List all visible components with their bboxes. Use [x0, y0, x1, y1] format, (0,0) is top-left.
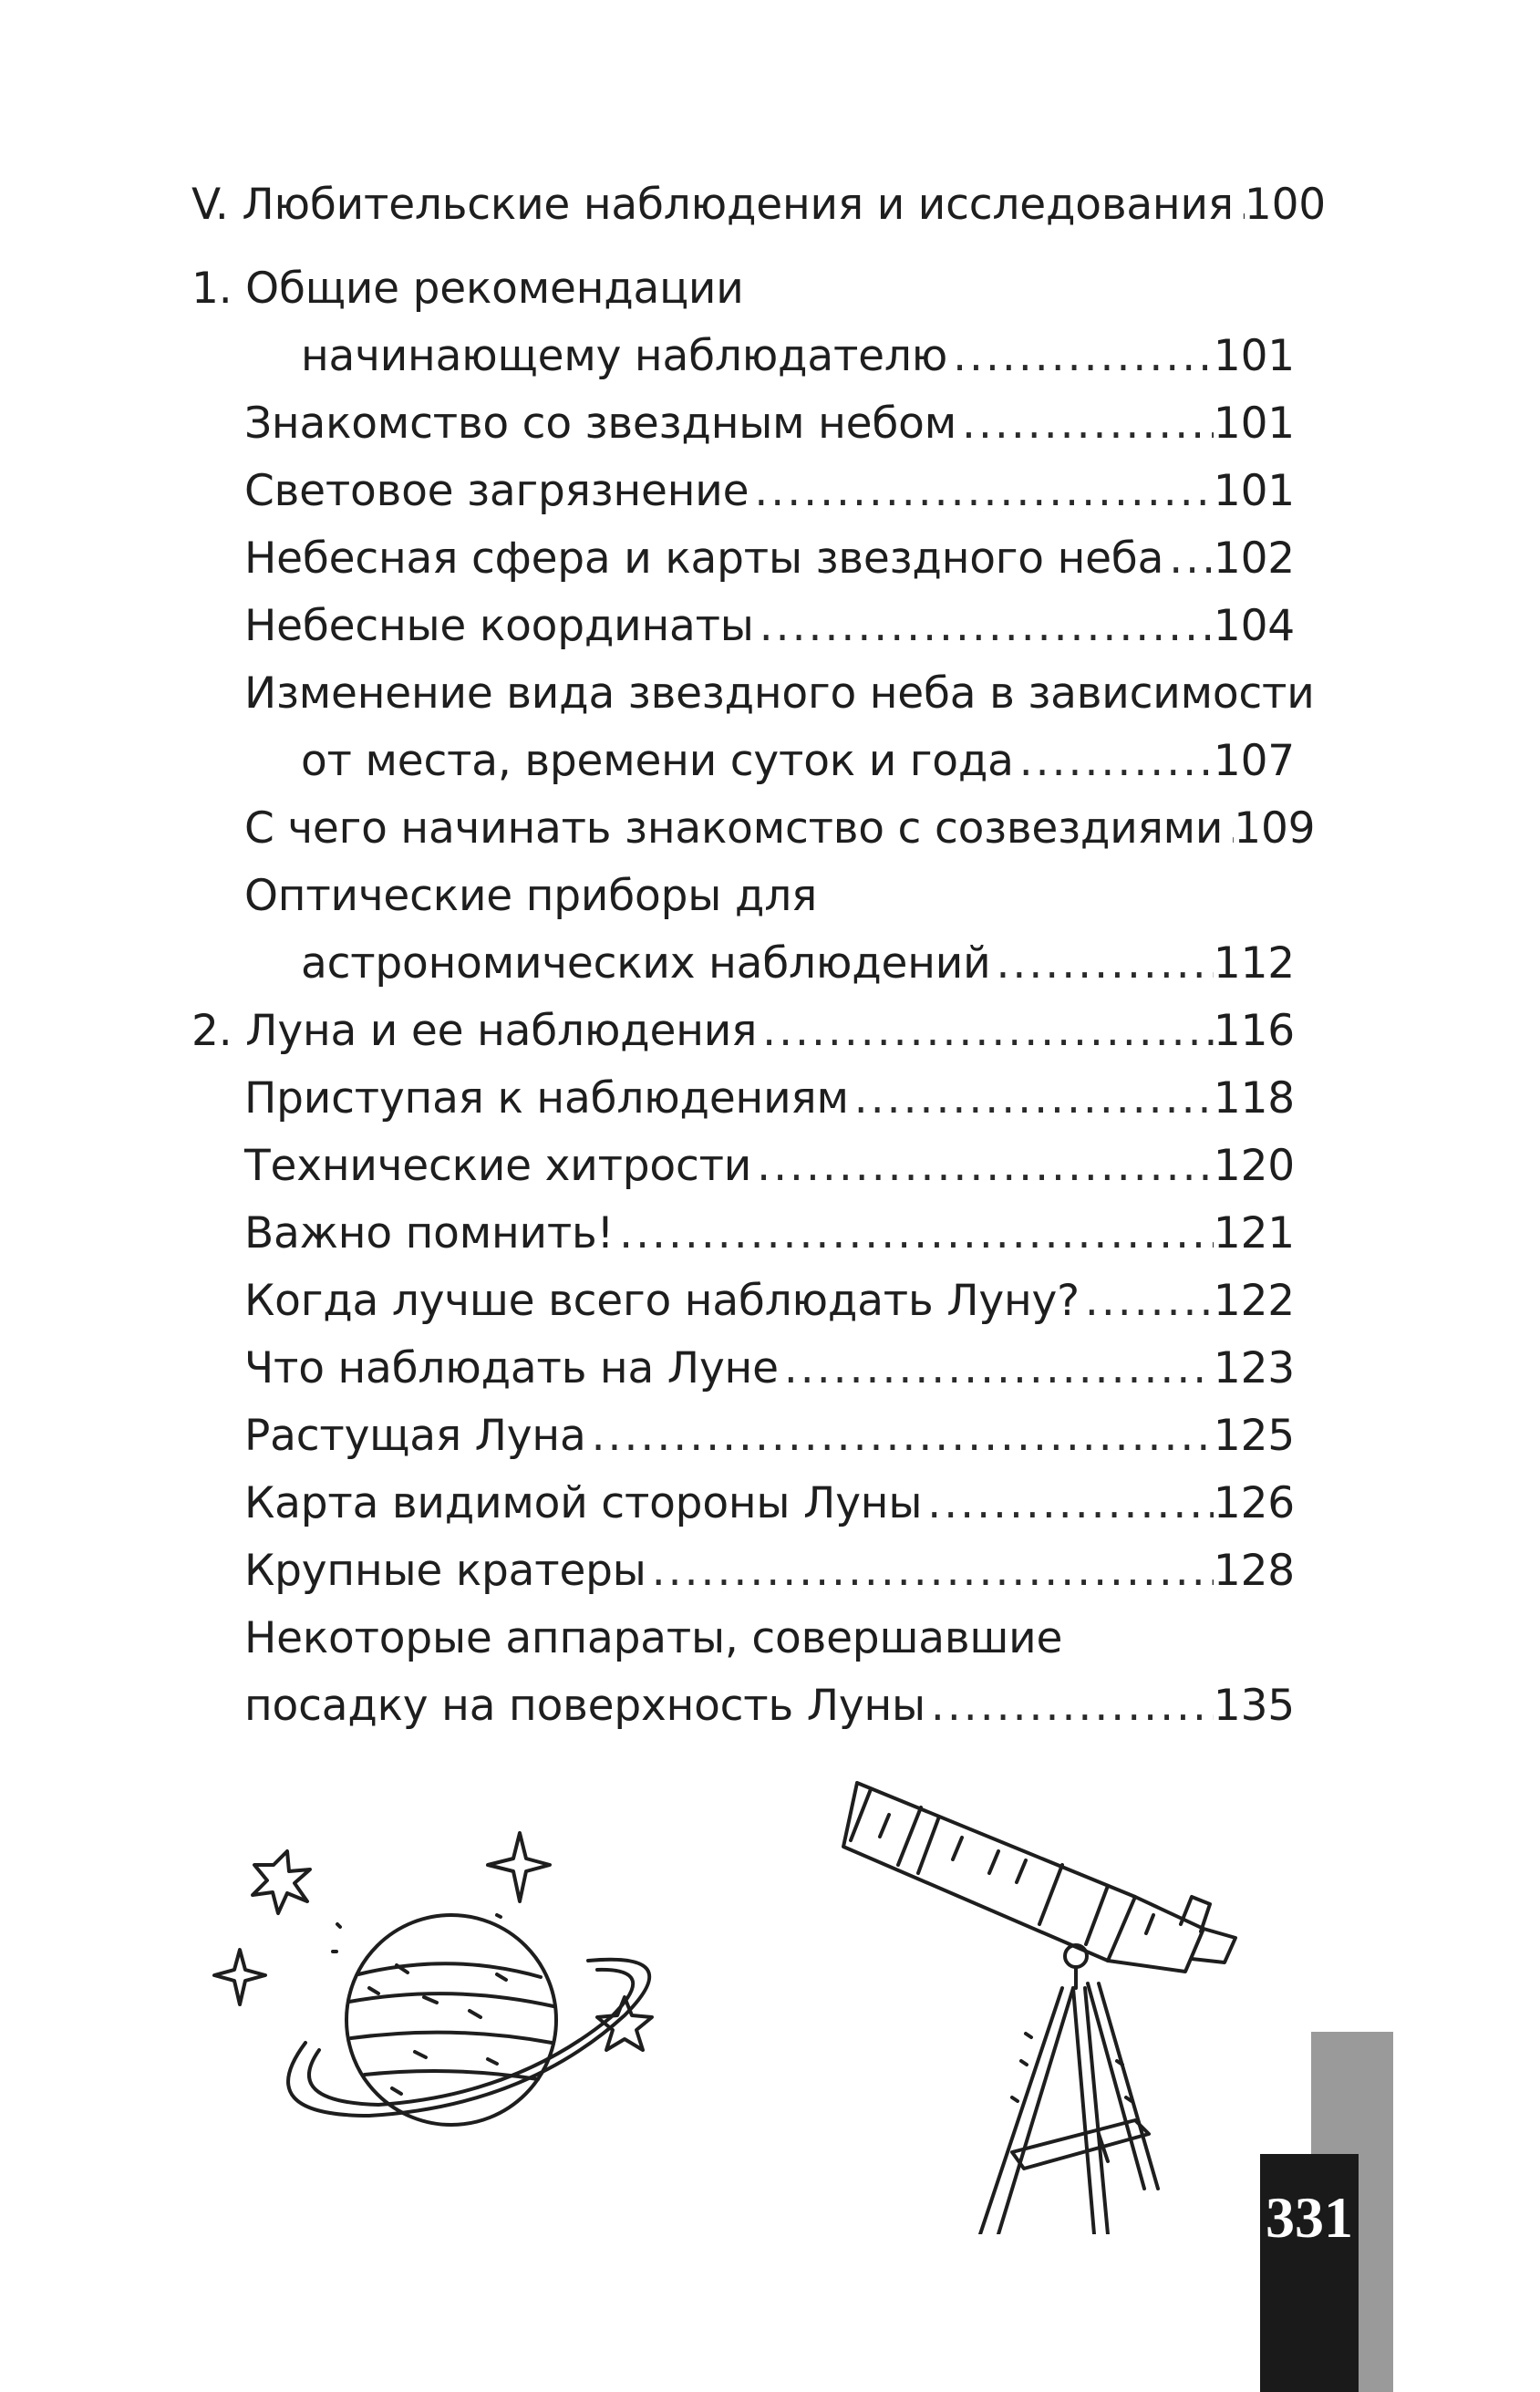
- toc-leader-dots: [779, 1335, 1214, 1403]
- toc-entry: [191, 863, 1295, 930]
- toc-leader-dots: [922, 1470, 1214, 1538]
- toc-entry: [191, 998, 1295, 1065]
- toc-entry-title: посадку на поверхность Луны: [244, 1681, 925, 1731]
- toc-entry-page: 116: [1213, 1006, 1295, 1056]
- toc-entry-page: 101: [1213, 399, 1295, 449]
- toc-entry-page: 101: [1213, 466, 1295, 516]
- toc-entry-title: Растущая Луна: [244, 1411, 586, 1461]
- toc-entry-page: 122: [1213, 1276, 1295, 1326]
- toc-entry-title: Приступая к наблюдениям: [244, 1073, 849, 1124]
- toc-entry-title: астрономических наблюдений: [301, 938, 991, 989]
- toc-entry-page: 101: [1213, 331, 1295, 381]
- toc-entry: [191, 1133, 1295, 1200]
- toc-entry-title: начинающему наблюдателю: [301, 331, 948, 381]
- toc-entry: [191, 795, 1316, 863]
- toc-entry-page: 118: [1213, 1073, 1295, 1124]
- toc-leader-dots: [849, 1065, 1214, 1133]
- toc-entry-title: Небесные координаты: [244, 601, 754, 651]
- toc-leader-dots: [751, 1133, 1214, 1200]
- planet-with-stars-icon: [196, 1815, 670, 2152]
- toc-entry: [191, 1268, 1295, 1335]
- toc-entry-title: Крупные кратеры: [244, 1546, 646, 1596]
- toc-entry-page: 100: [1244, 180, 1326, 230]
- toc-entry-title: Когда лучше всего наблюдать Луну?: [244, 1276, 1080, 1326]
- toc-leader-dots: [947, 323, 1214, 390]
- toc-entry-title: от места, времени суток и года: [301, 736, 1014, 786]
- toc-entry-page: 104: [1213, 601, 1295, 651]
- toc-entry-page: 107: [1213, 736, 1295, 786]
- toc-entry-title: Что наблюдать на Луне: [244, 1343, 779, 1393]
- toc-entry-title: Некоторые аппараты, совершавшие: [244, 1613, 1063, 1663]
- toc-entry-title: С чего начинать знакомство с созвездиями: [244, 803, 1224, 854]
- toc-leader-dots: [990, 930, 1213, 998]
- toc-entry-page: 120: [1213, 1141, 1295, 1191]
- toc-entry: [191, 593, 1295, 660]
- toc-leader-dots: [1163, 525, 1214, 593]
- table-of-contents: [191, 171, 1326, 1740]
- toc-entry-title: 2. Луна и ее наблюдения: [191, 1006, 758, 1056]
- toc-entry-page: 123: [1213, 1343, 1295, 1393]
- toc-entry: [191, 255, 1295, 323]
- toc-entry-page: 126: [1213, 1478, 1295, 1528]
- toc-leader-dots: [586, 1403, 1214, 1470]
- toc-entry-title: Световое загрязнение: [244, 466, 749, 516]
- toc-entry: [191, 171, 1326, 239]
- toc-entry: [191, 1335, 1295, 1403]
- toc-leader-dots: [614, 1200, 1214, 1268]
- toc-entry-page: 125: [1213, 1411, 1295, 1461]
- toc-entry-title: Технические хитрости: [244, 1141, 752, 1191]
- toc-entry-page: 109: [1234, 803, 1316, 854]
- toc-entry-title: Небесная сфера и карты звездного неба: [244, 533, 1164, 584]
- toc-entry: [191, 660, 1315, 728]
- toc-entry-page: 121: [1213, 1208, 1295, 1258]
- page-number: 331: [1266, 2185, 1353, 2250]
- toc-entry: [191, 458, 1295, 525]
- toc-entry-title: Знакомство со звездным небом: [244, 399, 956, 449]
- toc-entry-title: V. Любительские наблюдения и исследования: [191, 180, 1234, 230]
- toc-leader-dots: [757, 998, 1214, 1065]
- toc-leader-dots: [754, 593, 1214, 660]
- toc-entry: [191, 1470, 1295, 1538]
- toc-entry-page: 135: [1213, 1681, 1295, 1731]
- toc-entry-title: Важно помнить!: [244, 1208, 615, 1258]
- toc-leader-dots: [1223, 795, 1234, 863]
- toc-entry-title: Карта видимой стороны Луны: [244, 1478, 923, 1528]
- toc-leader-dots: [749, 458, 1214, 525]
- toc-entry: [191, 1672, 1295, 1740]
- toc-leader-dots: [1014, 728, 1214, 795]
- toc-entry: [191, 930, 1295, 998]
- toc-entry: [191, 1200, 1295, 1268]
- toc-entry: [191, 525, 1295, 593]
- toc-leader-dots: [1080, 1268, 1214, 1335]
- toc-entry-page: 128: [1213, 1546, 1295, 1596]
- toc-leader-dots: [956, 390, 1214, 458]
- toc-entry-title: Изменение вида звездного неба в зависимости: [244, 668, 1315, 719]
- toc-leader-dots: [646, 1538, 1214, 1605]
- toc-entry-page: 112: [1213, 938, 1295, 989]
- toc-entry: [191, 1605, 1295, 1672]
- toc-entry: [191, 1065, 1295, 1133]
- toc-entry: [191, 323, 1295, 390]
- toc-entry: [191, 390, 1295, 458]
- toc-entry: [191, 728, 1295, 795]
- toc-entry-title: Оптические приборы для: [244, 871, 818, 921]
- toc-entry-page: 102: [1213, 533, 1295, 584]
- toc-entry: [191, 1403, 1295, 1470]
- toc-entry-title: 1. Общие рекомендации: [191, 264, 744, 314]
- toc-entry: [191, 1538, 1295, 1605]
- toc-leader-dots: [925, 1672, 1214, 1740]
- toc-leader-dots: [1234, 171, 1245, 239]
